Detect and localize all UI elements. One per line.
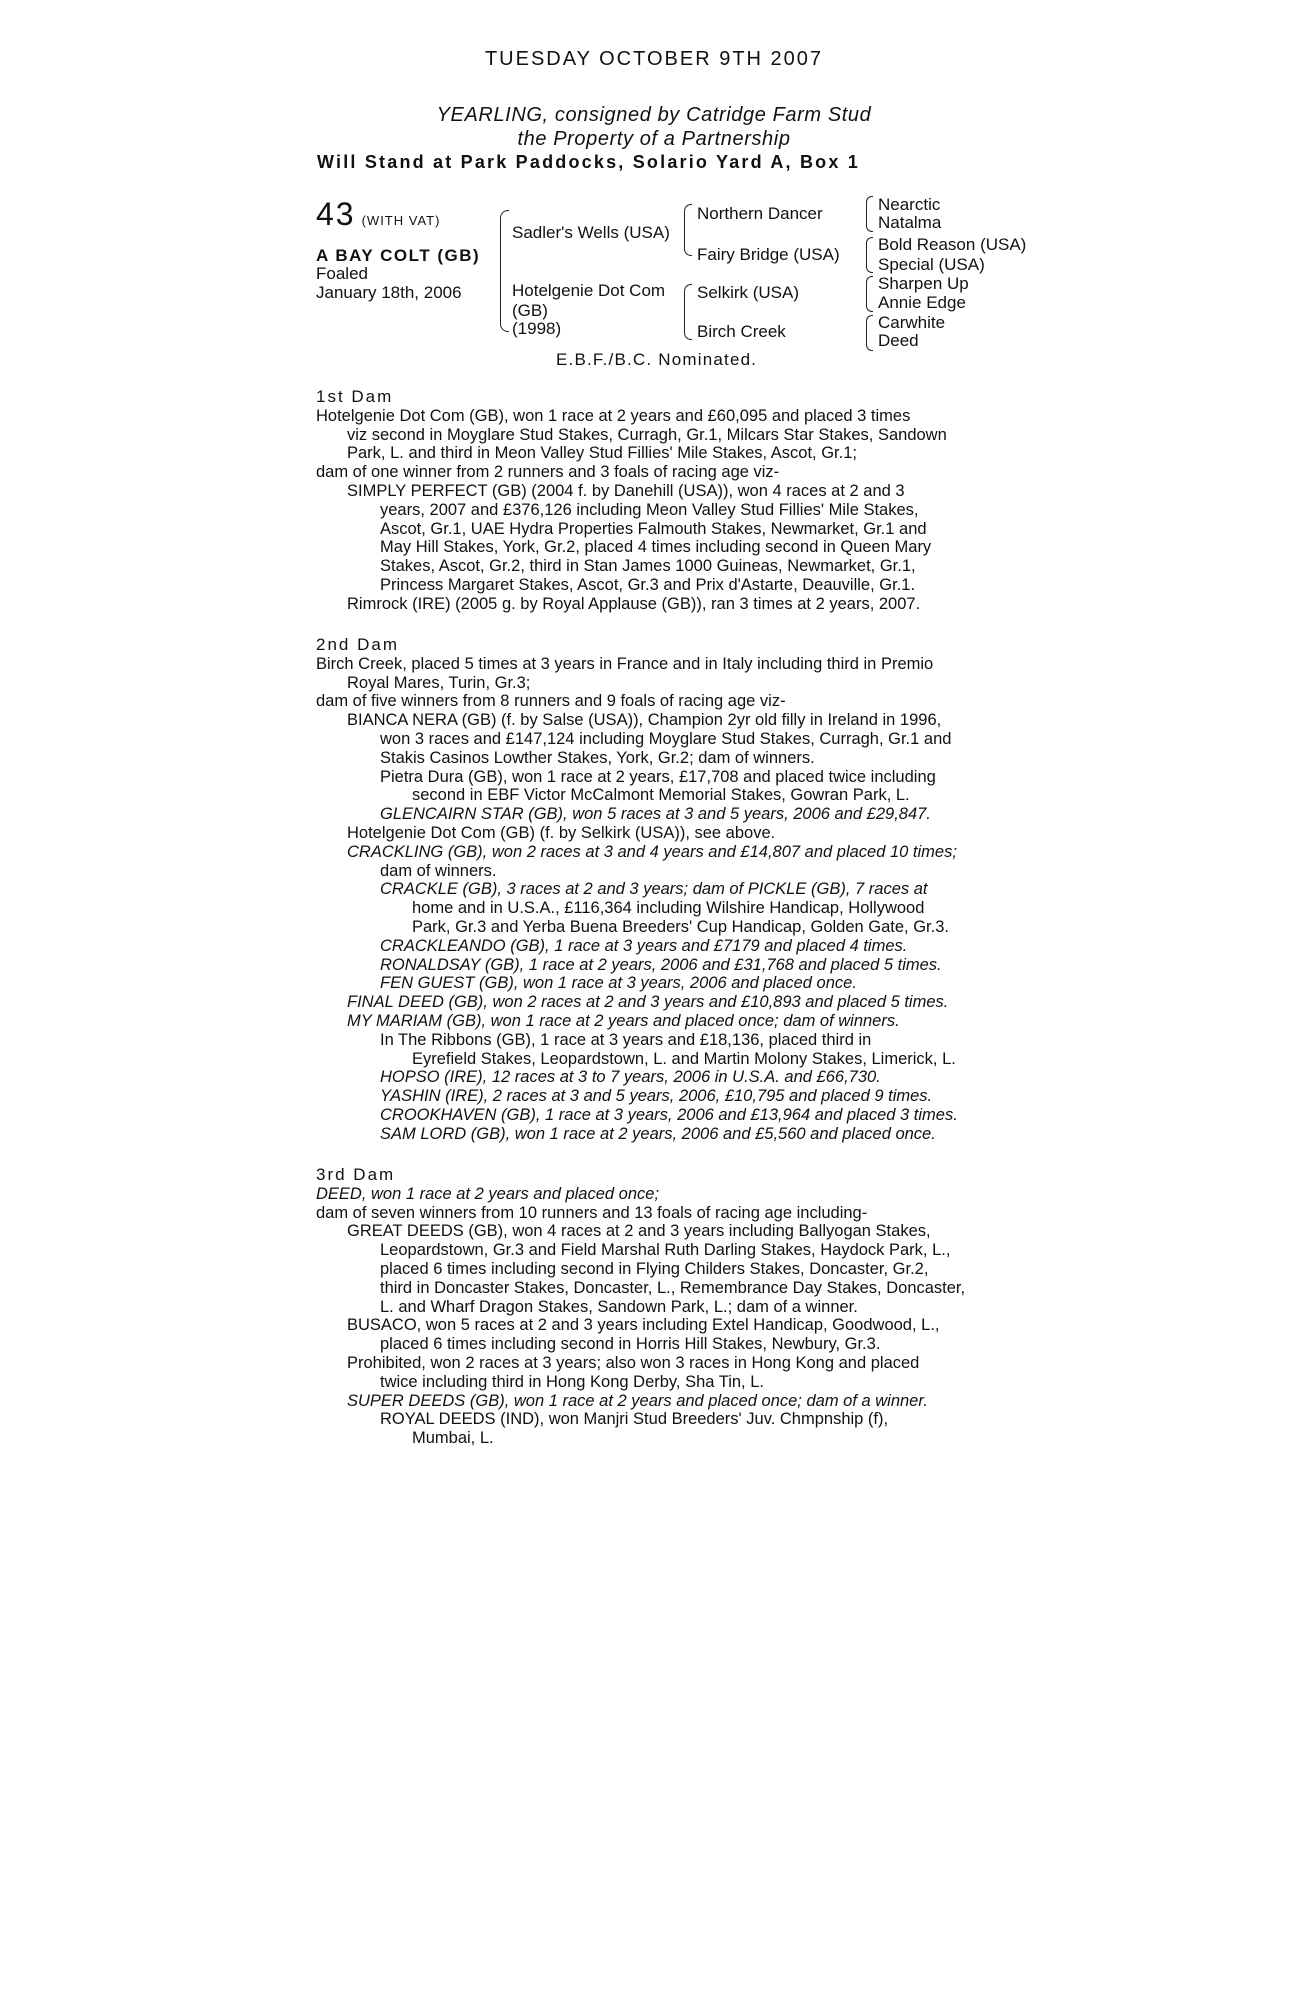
lot-description: A BAY COLT (GB) bbox=[316, 246, 481, 265]
text-line: In The Ribbons (GB), 1 race at 3 years and £18,136, placed third in bbox=[380, 1030, 872, 1049]
text-line: Birch Creek, placed 5 times at 3 years in France and in Italy including third in Premio bbox=[316, 654, 934, 673]
first-dam-section bbox=[316, 388, 1016, 614]
second-dam-section bbox=[316, 636, 1016, 1144]
text-line: dam of one winner from 2 runners and 3 foals of racing age viz- bbox=[316, 463, 780, 482]
text-line: RONALDSAY (GB), 1 race at 2 years, 2006 and £31,768 and placed 5 times. bbox=[380, 955, 942, 974]
pedigree-brace-sire bbox=[684, 204, 692, 256]
text-line: placed 6 times including second in Horris Hill Stakes, Newbury, Gr.3. bbox=[380, 1335, 881, 1354]
text-line: Ascot, Gr.1, UAE Hydra Properties Falmouth Stakes, Newmarket, Gr.1 and bbox=[380, 519, 927, 538]
pedigree-ggs3: Bold Reason (USA) bbox=[878, 235, 1027, 254]
text-line: Rimrock (IRE) (2005 g. by Royal Applause (GB)), ran 3 times at 2 years, 2007. bbox=[347, 594, 921, 613]
text-line: Hotelgenie Dot Com (GB), won 1 race at 2 years and £60,095 and placed 3 times bbox=[316, 406, 911, 425]
lot-number-value: 43 bbox=[316, 196, 356, 232]
pedigree-dam-line3: (1998) bbox=[512, 319, 562, 338]
pedigree-gs3: Selkirk (USA) bbox=[697, 283, 800, 302]
stand-location: Will Stand at Park Paddocks, Solario Yard A, Box 1 bbox=[317, 152, 860, 172]
pedigree-gs2: Fairy Bridge (USA) bbox=[697, 245, 840, 264]
text-line: FINAL DEED (GB), won 2 races at 2 and 3 years and £10,893 and placed 5 times. bbox=[347, 993, 949, 1012]
text-line: SIMPLY PERFECT (GB) (2004 f. by Danehill (USA)), won 4 races at 2 and 3 bbox=[347, 481, 905, 500]
pedigree-ggs2: Natalma bbox=[878, 213, 942, 232]
text-line: viz second in Moyglare Stud Stakes, Curragh, Gr.1, Milcars Star Stakes, Sandown bbox=[347, 425, 947, 444]
pedigree-ggs5: Sharpen Up bbox=[878, 274, 969, 293]
text-line: placed 6 times including second in Flying Childers Stakes, Doncaster, Gr.2, bbox=[380, 1259, 929, 1278]
consignor-line: YEARLING, consigned by Catridge Farm Stud bbox=[436, 104, 872, 126]
text-line: Stakes, Ascot, Gr.2, third in Stan James 1000 Guineas, Newmarket, Gr.1, bbox=[380, 557, 916, 576]
vat-label: (WITH VAT) bbox=[361, 213, 441, 228]
pedigree-brace-dam bbox=[684, 284, 692, 340]
text-line: Hotelgenie Dot Com (GB) (f. by Selkirk (USA)), see above. bbox=[347, 823, 776, 842]
pedigree-ggs4: Special (USA) bbox=[878, 255, 985, 274]
text-line: CROOKHAVEN (GB), 1 race at 3 years, 2006 and £13,964 and placed 3 times. bbox=[380, 1105, 958, 1124]
pedigree-dam-line1: Hotelgenie Dot Com bbox=[512, 281, 666, 300]
text-line: won 3 races and £147,124 including Moyglare Stud Stakes, Curragh, Gr.1 and bbox=[380, 729, 952, 748]
text-line: L. and Wharf Dragon Stakes, Sandown Park, L.; dam of a winner. bbox=[380, 1297, 858, 1316]
pedigree-ggs1: Nearctic bbox=[878, 195, 941, 214]
property-line: the Property of a Partnership bbox=[517, 128, 791, 150]
third-dam-heading: 3rd Dam bbox=[316, 1165, 396, 1184]
text-line: YASHIN (IRE), 2 races at 3 and 5 years, 2006, £10,795 and placed 9 times. bbox=[380, 1087, 933, 1106]
second-dam-heading: 2nd Dam bbox=[316, 635, 399, 654]
third-dam-section bbox=[316, 1166, 1016, 1448]
text-line: May Hill Stakes, York, Gr.2, placed 4 times including second in Queen Mary bbox=[380, 538, 932, 557]
text-line: MY MARIAM (GB), won 1 race at 2 years and placed once; dam of winners. bbox=[347, 1011, 900, 1030]
text-line: Royal Mares, Turin, Gr.3; bbox=[347, 673, 531, 692]
pedigree-brace-gs1 bbox=[866, 196, 873, 232]
text-line: Mumbai, L. bbox=[412, 1429, 494, 1448]
pedigree-sire: Sadler's Wells (USA) bbox=[512, 223, 670, 242]
sale-date: TUESDAY OCTOBER 9TH 2007 bbox=[484, 48, 824, 70]
text-line: BUSACO, won 5 races at 2 and 3 years including Extel Handicap, Goodwood, L., bbox=[347, 1316, 940, 1335]
text-line: CRACKLING (GB), won 2 races at 3 and 4 years and £14,807 and placed 10 times; bbox=[347, 842, 957, 861]
text-line: years, 2007 and £376,126 including Meon Valley Stud Fillies' Mile Stakes, bbox=[380, 500, 919, 519]
text-line: GREAT DEEDS (GB), won 4 races at 2 and 3 years including Ballyogan Stakes, bbox=[347, 1222, 931, 1241]
text-line: Eyrefield Stakes, Leopardstown, L. and Martin Molony Stakes, Limerick, L. bbox=[412, 1049, 956, 1068]
text-line: ROYAL DEEDS (IND), won Manjri Stud Breeders' Juv. Chmpnship (f), bbox=[380, 1410, 889, 1429]
pedigree-brace-gs2 bbox=[866, 237, 873, 273]
text-line: Pietra Dura (GB), won 1 race at 2 years, £17,708 and placed twice including bbox=[380, 767, 936, 786]
text-line: Princess Margaret Stakes, Ascot, Gr.3 and Prix d'Astarte, Deauville, Gr.1. bbox=[380, 575, 916, 594]
pedigree-dam-line2: (GB) bbox=[512, 301, 548, 320]
pedigree-gs1: Northern Dancer bbox=[697, 204, 823, 223]
pedigree-brace-gs3 bbox=[866, 276, 873, 312]
pedigree-ggs6: Annie Edge bbox=[878, 293, 966, 312]
pedigree-ggs7: Carwhite bbox=[878, 313, 946, 332]
text-line: Leopardstown, Gr.3 and Field Marshal Ruth Darling Stakes, Haydock Park, L., bbox=[380, 1241, 951, 1260]
text-line: DEED, won 1 race at 2 years and placed once; bbox=[316, 1184, 660, 1203]
text-line: HOPSO (IRE), 12 races at 3 to 7 years, 2006 in U.S.A. and £66,730. bbox=[380, 1068, 881, 1087]
pedigree-gs4: Birch Creek bbox=[697, 322, 786, 341]
pedigree-ggs8: Deed bbox=[878, 331, 919, 350]
text-line: SAM LORD (GB), won 1 race at 2 years, 2006 and £5,560 and placed once. bbox=[380, 1124, 936, 1143]
text-line: SUPER DEEDS (GB), won 1 race at 2 years and placed once; dam of a winner. bbox=[347, 1391, 928, 1410]
nomination-note: E.B.F./B.C. Nominated. bbox=[556, 350, 758, 369]
first-dam-heading: 1st Dam bbox=[316, 387, 394, 406]
text-line: dam of five winners from 8 runners and 9 foals of racing age viz- bbox=[316, 692, 786, 711]
text-line: Park, Gr.3 and Yerba Buena Breeders' Cup Handicap, Golden Gate, Gr.3. bbox=[412, 917, 949, 936]
text-line: dam of winners. bbox=[380, 861, 497, 880]
text-line: Stakis Casinos Lowther Stakes, York, Gr.2; dam of winners. bbox=[380, 748, 815, 767]
text-line: Park, L. and third in Meon Valley Stud Fillies' Mile Stakes, Ascot, Gr.1; bbox=[347, 444, 857, 463]
pedigree-brace-main bbox=[500, 210, 509, 332]
text-line: third in Doncaster Stakes, Doncaster, L., Remembrance Day Stakes, Doncaster, bbox=[380, 1278, 966, 1297]
foaled-date: January 18th, 2006 bbox=[316, 283, 462, 302]
text-line: dam of seven winners from 10 runners and 13 foals of racing age including- bbox=[316, 1203, 868, 1222]
text-line: CRACKLEANDO (GB), 1 race at 3 years and £7179 and placed 4 times. bbox=[380, 936, 908, 955]
text-line: BIANCA NERA (GB) (f. by Salse (USA)), Champion 2yr old filly in Ireland in 1996, bbox=[347, 711, 942, 730]
foaled-label: Foaled bbox=[316, 264, 368, 283]
text-line: twice including third in Hong Kong Derby, Sha Tin, L. bbox=[380, 1372, 764, 1391]
text-line: FEN GUEST (GB), won 1 race at 3 years, 2006 and placed once. bbox=[380, 974, 857, 993]
text-line: CRACKLE (GB), 3 races at 2 and 3 years; dam of PICKLE (GB), 7 races at bbox=[380, 880, 928, 899]
pedigree-brace-gs4 bbox=[866, 315, 873, 351]
lot-number bbox=[316, 196, 440, 233]
text-line: home and in U.S.A., £116,364 including Wilshire Handicap, Hollywood bbox=[412, 899, 925, 918]
text-line: second in EBF Victor McCalmont Memorial Stakes, Gowran Park, L. bbox=[412, 786, 910, 805]
text-line: GLENCAIRN STAR (GB), won 5 races at 3 and 5 years, 2006 and £29,847. bbox=[380, 805, 931, 824]
text-line: Prohibited, won 2 races at 3 years; also won 3 races in Hong Kong and placed bbox=[347, 1353, 920, 1372]
